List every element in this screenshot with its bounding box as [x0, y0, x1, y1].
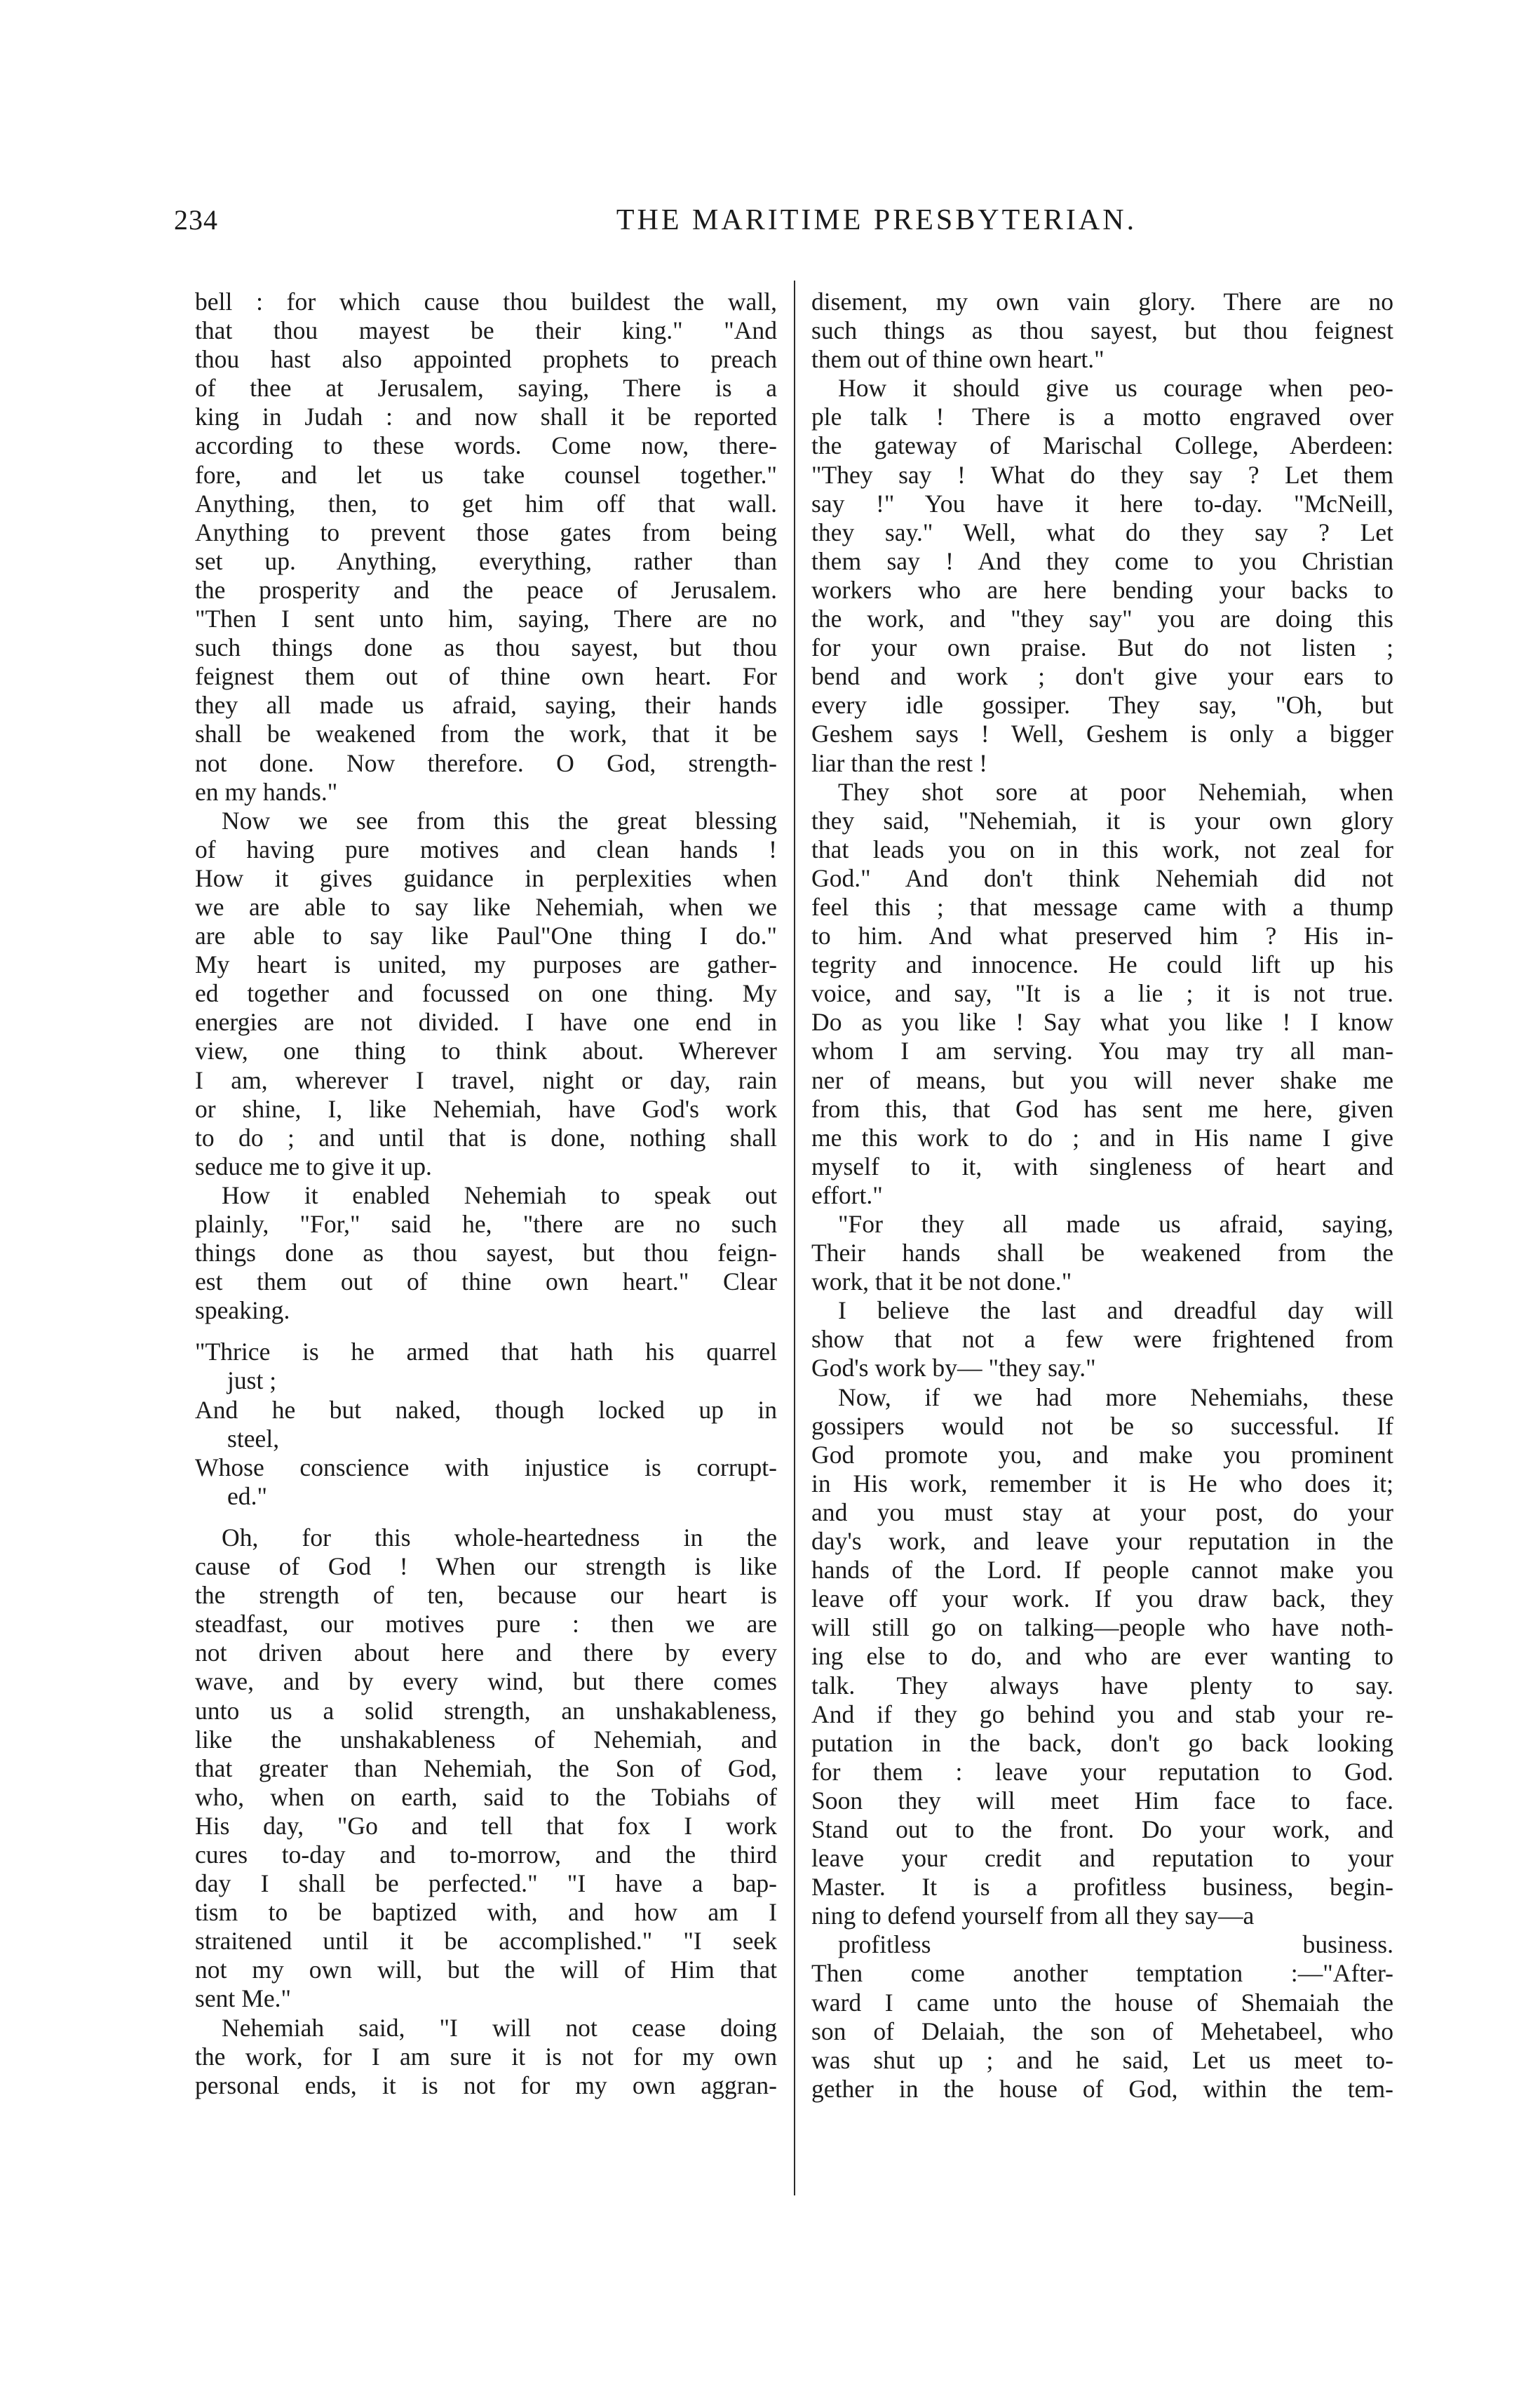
text-line: personal ends, it is not for my own aggran-	[195, 2071, 777, 2099]
text-line: cures to-day and to-morrow, and the third	[195, 1840, 777, 1869]
text-line: just ;	[227, 1366, 277, 1395]
text-line: Nehemiah said, "I will not cease doing	[222, 2013, 777, 2042]
text-line: Now, if we had more Nehemiahs, these	[838, 1382, 1393, 1411]
text-line: ner of means, but you will never shake me	[811, 1065, 1393, 1094]
text-line: we are able to say like Nehemiah, when we	[195, 892, 777, 921]
text-line: say !" You have it here to-day. "McNeill,	[811, 489, 1393, 518]
text-line: gossipers would not be so successful. If	[811, 1411, 1393, 1440]
text-line: the work, and "they say" you are doing this	[811, 605, 1393, 633]
text-line: Anything to prevent those gates from being	[195, 518, 777, 546]
text-line: not done. Now therefore. O God, strength-	[195, 748, 777, 777]
text-line: workers who are here bending your backs to	[811, 575, 1393, 604]
text-line: who, when on earth, said to the Tobiahs of	[195, 1782, 777, 1811]
text-line: every idle gossiper. They say, "Oh, but	[811, 691, 1393, 720]
text-line: such things as thou sayest, but thou feignest	[811, 316, 1393, 345]
text-line: I believe the last and dreadful day will	[838, 1296, 1393, 1325]
text-line: And if they go behind you and stab your re-	[811, 1700, 1393, 1728]
text-line: set up. Anything, everything, rather than	[195, 546, 777, 575]
text-line: they say." Well, what do they say ? Let	[811, 518, 1393, 546]
text-line: I am, wherever I travel, night or day, rain	[195, 1065, 777, 1094]
text-line: ing else to do, and who are ever wanting to	[811, 1642, 1393, 1671]
text-line: God's work by— "they say."	[811, 1354, 1096, 1382]
text-line: ward I came unto the house of Shemaiah the	[811, 1988, 1393, 2017]
text-line: Do as you like ! Say what you like ! I know	[811, 1008, 1393, 1037]
text-line: me this work to do ; and in His name I give	[811, 1123, 1393, 1152]
text-line: the strength of ten, because our heart is	[195, 1581, 777, 1610]
text-line: "Thrice is he armed that hath his quarrel	[195, 1338, 777, 1366]
text-line: putation in the back, don't go back looking	[811, 1728, 1393, 1757]
text-line: My heart is united, my purposes are gather-	[195, 950, 777, 979]
text-line: ning to defend yourself from all they say—a	[811, 1902, 1255, 1930]
text-line: seduce me to give it up.	[195, 1152, 432, 1180]
text-line: day's work, and leave your reputation in the	[811, 1527, 1393, 1556]
text-line: from this, that God has sent me here, given	[811, 1094, 1393, 1123]
text-line: sent Me."	[195, 1984, 292, 2013]
text-line: Master. It is a profitless business, begin-	[811, 1873, 1393, 1902]
text-line: ed together and focussed on one thing. My	[195, 979, 777, 1008]
text-line: unto us a solid strength, an unshakableness,	[195, 1696, 777, 1725]
text-line: king in Judah : and now shall it be reported	[195, 403, 777, 431]
text-line: whom I am serving. You may try all man-	[811, 1037, 1393, 1065]
text-line: the gateway of Marischal College, Aberdeen:	[811, 431, 1393, 460]
text-line: Anything, then, to get him off that wall.	[195, 489, 777, 518]
text-line: day I shall be perfected." "I have a bap-	[195, 1869, 777, 1898]
text-line: ple talk ! There is a motto engraved over	[811, 403, 1393, 431]
text-line: for your own praise. But do not listen ;	[811, 633, 1393, 662]
page-number: 234	[174, 204, 218, 236]
text-line: not driven about here and there by every	[195, 1639, 777, 1667]
text-line: gether in the house of God, within the tem-	[811, 2074, 1393, 2103]
column-rule	[794, 281, 795, 2195]
text-line: feel this ; that message came with a thump	[811, 892, 1393, 921]
text-line: work, that it be not done."	[811, 1267, 1072, 1296]
text-line: thou hast also appointed prophets to preach	[195, 345, 777, 374]
text-line: that leads you on in this work, not zeal for	[811, 835, 1393, 863]
text-line: view, one thing to think about. Wherever	[195, 1037, 777, 1065]
text-line: straitened until it be accomplished." "I seek	[195, 1927, 777, 1956]
text-line: Geshem says ! Well, Geshem is only a bigger	[811, 720, 1393, 748]
text-line: hands of the Lord. If people cannot make you	[811, 1556, 1393, 1584]
text-line: Whose conscience with injustice is corrupt-	[195, 1453, 777, 1481]
text-line: bend and work ; don't give your ears to	[811, 662, 1393, 691]
text-line: son of Delaiah, the son of Mehetabeel, who	[811, 2017, 1393, 2045]
text-line: tegrity and innocence. He could lift up his	[811, 950, 1393, 979]
text-line: steadfast, our motives pure : then we are	[195, 1610, 777, 1639]
text-line: en my hands."	[195, 777, 338, 806]
text-line: was shut up ; and he said, Let us meet to-	[811, 2045, 1393, 2074]
text-line: not my own will, but the will of Him that	[195, 1956, 777, 1984]
text-line: Oh, for this whole-heartedness in the	[222, 1523, 777, 1552]
text-line: in His work, remember it is He who does it;	[811, 1469, 1393, 1498]
text-line: feignest them out of thine own heart. For	[195, 662, 777, 691]
text-line: And he but naked, though locked up in	[195, 1395, 777, 1424]
column-right	[811, 288, 1393, 2104]
text-line: the prosperity and the peace of Jerusalem.	[195, 575, 777, 604]
running-title: THE MARITIME PRESBYTERIAN.	[616, 204, 1137, 236]
text-line: Then come another temptation :—"After-	[811, 1959, 1393, 1988]
text-line: voice, and say, "It is a lie ; it is not true.	[811, 979, 1393, 1008]
text-line: effort."	[811, 1180, 883, 1209]
text-line: Now we see from this the great blessing	[222, 806, 777, 835]
text-line: Their hands shall be weakened from the	[811, 1239, 1393, 1267]
text-line: wave, and by every wind, but there comes	[195, 1667, 777, 1696]
text-line: of thee at Jerusalem, saying, There is a	[195, 374, 777, 403]
text-line: profitless business.	[838, 1930, 1393, 1959]
text-line: are able to say like Paul"One thing I do."	[195, 922, 777, 950]
text-line: steel,	[227, 1424, 280, 1453]
text-line: leave your credit and reputation to your	[811, 1844, 1393, 1873]
text-line: that greater than Nehemiah, the Son of God,	[195, 1754, 777, 1782]
text-line: them out of thine own heart."	[811, 345, 1105, 374]
text-line: How it gives guidance in perplexities when	[195, 863, 777, 892]
text-line: things done as thou sayest, but thou feign-	[195, 1239, 777, 1267]
text-line: them say ! And they come to you Christian	[811, 546, 1393, 575]
text-line: to do ; and until that is done, nothing shall	[195, 1123, 777, 1152]
text-line: of having pure motives and clean hands !	[195, 835, 777, 863]
text-line: est them out of thine own heart." Clear	[195, 1267, 777, 1296]
text-line: like the unshakableness of Nehemiah, and	[195, 1725, 777, 1754]
text-line: "They say ! What do they say ? Let them	[811, 460, 1393, 489]
text-line: fore, and let us take counsel together."	[195, 460, 777, 489]
text-line: How it enabled Nehemiah to speak out	[222, 1180, 777, 1209]
text-line: bell : for which cause thou buildest the wall,	[195, 288, 777, 316]
text-line: they said, "Nehemiah, it is your own glory	[811, 806, 1393, 835]
text-line: the work, for I am sure it is not for my own	[195, 2042, 777, 2071]
text-line: they all made us afraid, saying, their hands	[195, 691, 777, 720]
text-line: leave off your work. If you draw back, they	[811, 1584, 1393, 1613]
text-line: talk. They always have plenty to say.	[811, 1671, 1393, 1700]
text-line: ed."	[227, 1481, 267, 1510]
text-line: His day, "Go and tell that fox I work	[195, 1811, 777, 1840]
text-line: according to these words. Come now, there-	[195, 431, 777, 460]
text-line: will still go on talking—people who have noth-	[811, 1613, 1393, 1642]
text-line: Soon they will meet Him face to face.	[811, 1786, 1393, 1815]
text-line: God." And don't think Nehemiah did not	[811, 863, 1393, 892]
text-line: They shot sore at poor Nehemiah, when	[838, 777, 1393, 806]
text-line: or shine, I, like Nehemiah, have God's work	[195, 1094, 777, 1123]
text-line: speaking.	[195, 1296, 290, 1325]
text-line: "Then I sent unto him, saying, There are no	[195, 605, 777, 633]
text-line: such things done as thou sayest, but thou	[195, 633, 777, 662]
text-line: disement, my own vain glory. There are no	[811, 288, 1393, 316]
text-line: and you must stay at your post, do your	[811, 1498, 1393, 1526]
text-line: How it should give us courage when peo-	[838, 374, 1393, 403]
text-line: energies are not divided. I have one end in	[195, 1008, 777, 1037]
text-line: shall be weakened from the work, that it be	[195, 720, 777, 748]
text-line: plainly, "For," said he, "there are no such	[195, 1210, 777, 1238]
text-line: God promote you, and make you prominent	[811, 1440, 1393, 1469]
text-line: liar than the rest !	[811, 748, 987, 777]
column-left	[195, 288, 777, 2100]
text-line: to him. And what preserved him ? His in-	[811, 922, 1393, 950]
text-line: myself to it, with singleness of heart and	[811, 1152, 1393, 1180]
text-line: cause of God ! When our strength is like	[195, 1552, 777, 1581]
text-line: Stand out to the front. Do your work, and	[811, 1815, 1393, 1843]
text-line: "For they all made us afraid, saying,	[838, 1210, 1393, 1238]
text-line: that thou mayest be their king." "And	[195, 316, 777, 345]
text-line: tism to be baptized with, and how am I	[195, 1898, 777, 1927]
text-line: show that not a few were frightened from	[811, 1325, 1393, 1354]
text-line: for them : leave your reputation to God.	[811, 1757, 1393, 1786]
